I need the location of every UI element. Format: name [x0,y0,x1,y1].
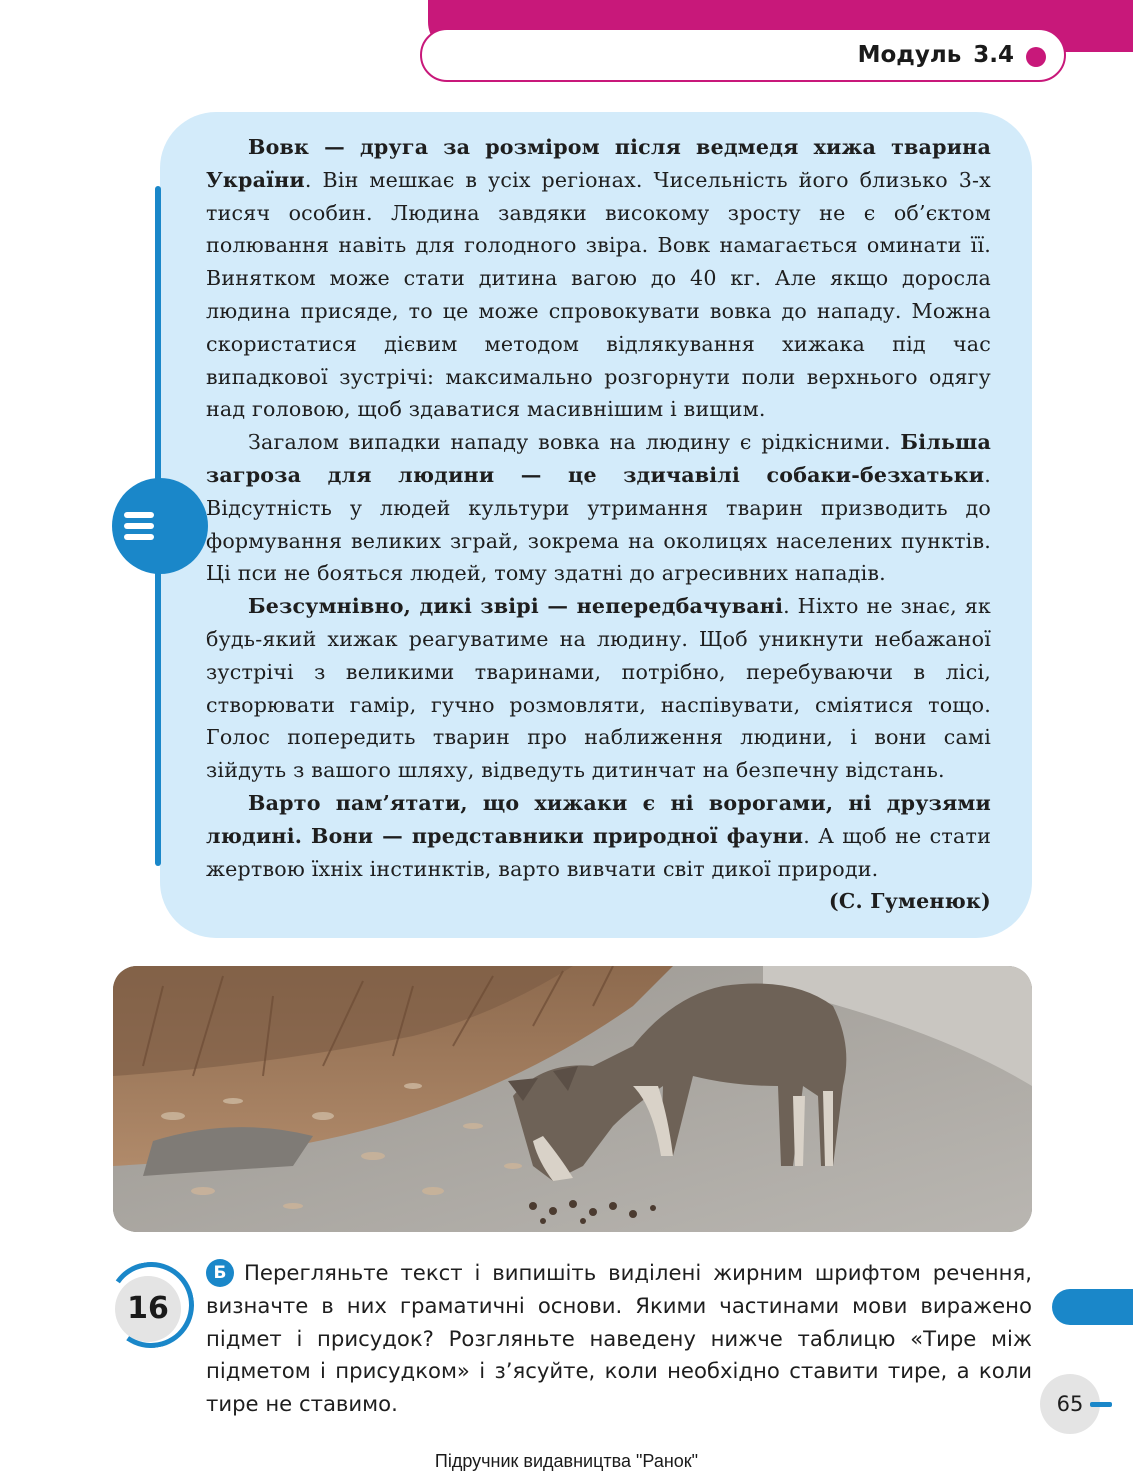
menu-bar [124,534,154,540]
task-badge: Б [206,1259,234,1287]
article-author: (С. Гуменюк) [828,889,991,914]
bold-sentence: Безсумнівно, дикі звірі — непередбачувані [248,594,784,619]
page-number-dash [1090,1402,1112,1407]
footer-publisher: Підручник видавництва "Ранок" [434,1451,699,1471]
bold-sentence: Вовк — друга за розміром після ведмедя хижа тварина України [206,135,991,192]
page-side-tab [1052,1289,1133,1325]
menu-icon [112,478,208,574]
menu-bar [124,512,154,518]
article-paragraph-1: Вовк — друга за розміром після ведмедя хижа тварина України. Він мешкає в усіх регіонах. Чисельність його близько 3-х тисяч особин. Людина завдяки високому зросту не є об’єктом полювання навіть для голодного звіра. Вовк намагається оминати її. Винятком може стати дитина вагою до 40 кг. Але якщо доросла людина присяде, то це може спровокувати вовка до нападу. Можна скористатися дієвим методом відлякування хижака під час випадкової зустрічі: максимально розгорнути поли верхнього одягу над головою, щоб здаватися масивнішим і вищим. [206,135,991,422]
bold-sentence: Більша загроза для людини — це здичавілі собаки-безхатьки [206,430,991,487]
task-text [206,1257,1032,1421]
task-number: 16 [127,1291,169,1326]
article-paragraph-3: Безсумнівно, дикі звірі — непередбачувані. Ніхто не знає, як будь-який хижак реагуватиме на людину. Щоб уникнути небажаної зустрічі з великими тваринами, потрібно, перебуваючи в лісі, створювати гамір, гучно розмовляти, наспівувати, сміятися тощо. Голос попередить тварин про наближення людини, і вони самі зійдуть з вашого шляху, відведуть дитинчат на безпечну відстань. [206,594,991,783]
bold-sentence: Варто пам’ятати, що хижаки є ні ворогами, ні друзями людині. Вони — представники природної фауни [206,790,991,848]
menu-bar [124,523,154,529]
module-tab [420,28,1066,82]
dog-photo [113,966,1032,1232]
module-dot [1026,47,1046,67]
task-paragraph [206,1257,1032,1421]
article-paragraph-2: Загалом випадки нападу вовка на людину є рідкісними. Більша загроза для людини — це здичавілі собаки-безхатьки. Відсутність у людей культури утримання тварин призводить до формування великих зграй, зокрема на околицях населених пунктів. Ці пси не бояться людей, тому здатні до агресивних нападів. [206,430,991,586]
page-number: 65 [1056,1392,1084,1416]
article-text [206,131,991,918]
article-paragraph-4: Варто пам’ятати, що хижаки є ні ворогами, ні друзями людині. Вони — представники природної фауни. А щоб не стати жертвою їхніх інстинктів, варто вивчати світ дикої природи. [206,790,991,881]
module-label: Модуль 3.4 [857,42,1014,68]
task-instructions: Перегляньте текст і випишіть виділені жирним шрифтом речення, визначте в них граматичні основи. Якими частинами мови виражено підмет і присудок? Розгляньте наведену нижче таблицю «Тире між підметом і присудком» і з’ясуйте, коли необхідно ставити тире, а коли тире не ставимо. [206,1260,1032,1417]
